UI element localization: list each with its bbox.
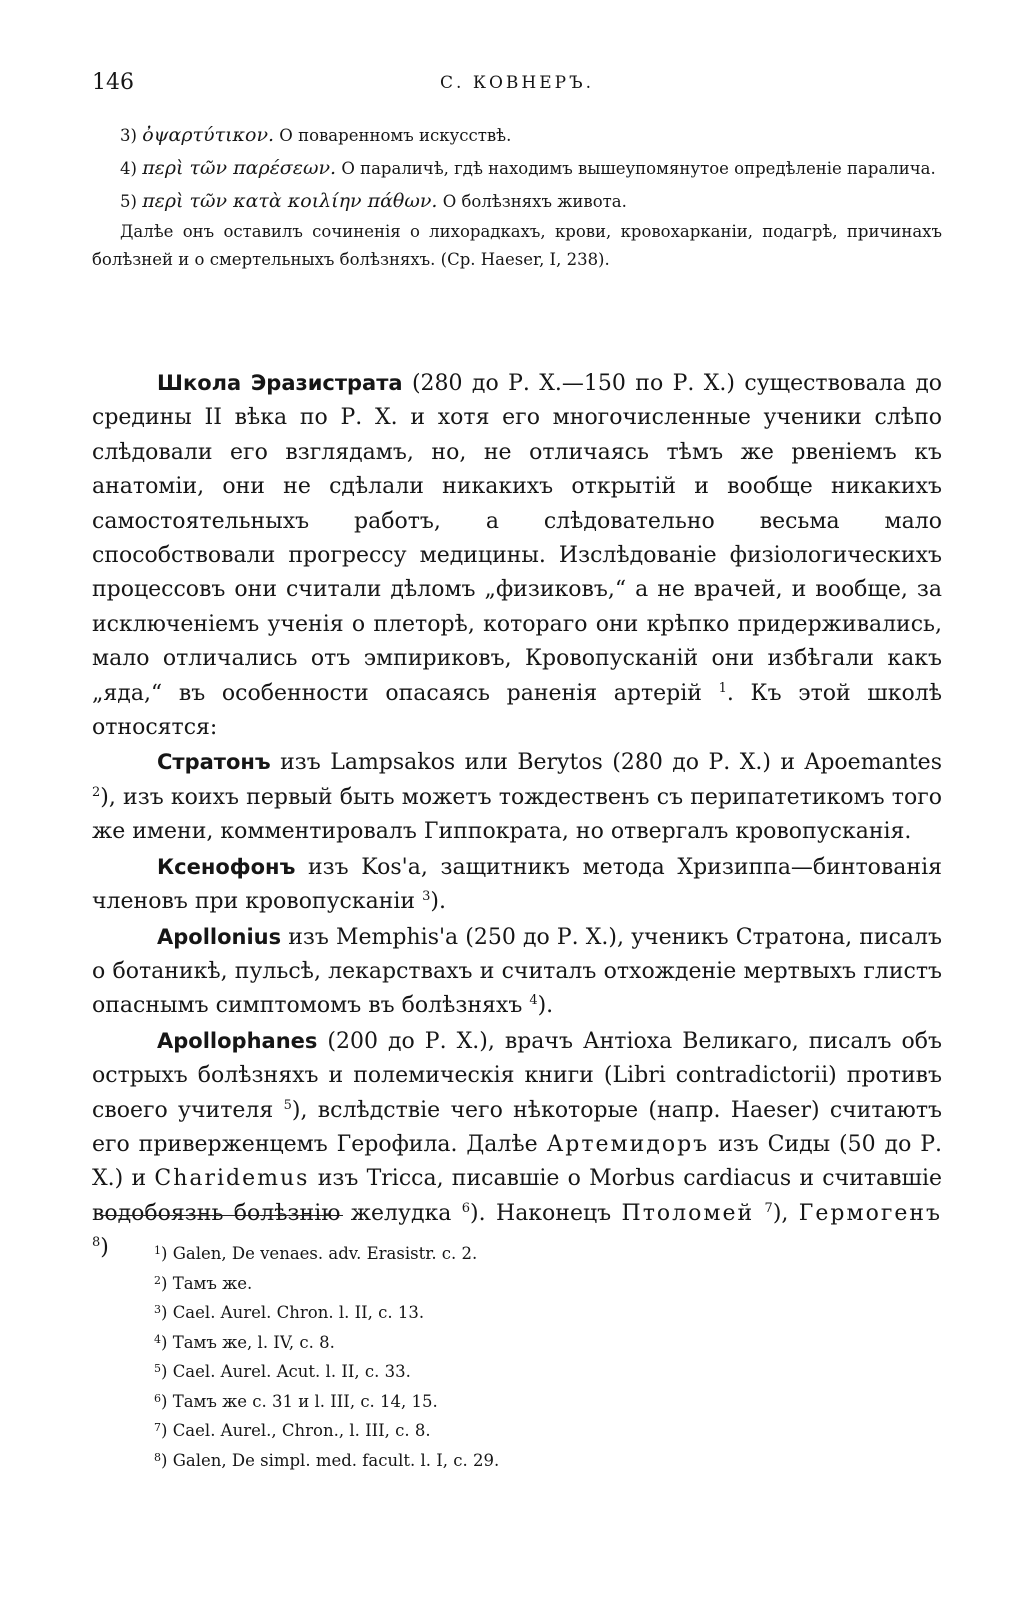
greek-title: περὶ τῶν παρέσεων. bbox=[142, 157, 337, 179]
page-number: 146 bbox=[92, 70, 134, 95]
person-name: Птоломей bbox=[621, 1200, 755, 1226]
person-name: Charidemus bbox=[154, 1166, 310, 1192]
footnote-separator bbox=[100, 1215, 343, 1216]
running-head: С. КОВНЕРЪ. bbox=[440, 73, 594, 93]
footnote: $^4$) Тамъ же, l. IV, c. 8. bbox=[154, 1332, 335, 1352]
person-name: Apollophanes bbox=[157, 1028, 318, 1053]
footnotes bbox=[154, 1239, 854, 1475]
footnote-ref: 6 bbox=[461, 1200, 471, 1216]
greek-title: περὶ τῶν κατὰ κοιλίην πάθων. bbox=[142, 190, 438, 212]
footnote-ref: 8 bbox=[92, 1235, 101, 1251]
list-item: 3) ὀψαρτύτικον. О поваренномъ искусствѣ. bbox=[120, 124, 512, 146]
paragraph-xenophon: Ксенофонъ изъ Kos'а, защитникъ метода Хризиппа—бинтованія членовъ при кровопусканіи $^3$). bbox=[92, 854, 942, 915]
section-heading: Школа Эразистрата bbox=[157, 371, 403, 395]
paragraph-erasistratus-school: Школа Эразистрата (280 до Р. X.—150 по Р. X.) существовала до средины II вѣка по Р. X. и хотя его многочисленные ученики слѣпо слѣдовали его взглядамъ, но, не отличаясь тѣмъ же рвеніемъ къ анатоміи, они не сдѣлали никакихъ открытій и вообще никакихъ самостоятельныхъ работъ, а слѣдовательно весьма мало способствовали прогрессу медицины. Изслѣдованіе физіологическихъ процессовъ они считали дѣломъ „физиковъ,“ а не врачей, и вообще, за исключеніемъ ученія о плеторѣ, котораго они крѣпко придерживались, мало отличались отъ эмпириковъ, Кровопусканій они избѣгали какъ „яда,“ въ особенности опасаясь раненія артерій $^1$. Къ этой школѣ относятся: bbox=[92, 371, 942, 741]
footnote: $^8$) Galen, De simpl. med. facult. l. I, c. 29. bbox=[154, 1450, 500, 1470]
list-item: 4) περὶ τῶν παρέσεων. О параличѣ, гдѣ находимъ вышеупомянутое опредѣленіе паралича. bbox=[120, 157, 936, 179]
page-header bbox=[92, 70, 942, 102]
footnote-ref: 3 bbox=[422, 889, 431, 905]
footnote: $^3$) Cael. Aurel. Chron. l. II, c. 13. bbox=[154, 1303, 425, 1322]
footnote: $^6$) Тамъ же с. 31 и l. III, c. 14, 15. bbox=[154, 1391, 438, 1411]
footnote-ref: 7 bbox=[764, 1200, 773, 1216]
person-name: Стратонъ bbox=[157, 750, 271, 775]
footnote: $^5$) Cael. Aurel. Acut. l. II, c. 33. bbox=[154, 1362, 411, 1381]
paragraph-straton: Стратонъ изъ Lampsakos или Berytos (280 до Р. X.) и Apoemantes $^2$), изъ коихъ первый быть можетъ тождественъ съ перипатетикомъ того же имени, комментировалъ Гиппократа, но отвергалъ кровопусканія. bbox=[92, 750, 942, 845]
footnote-ref: 2 bbox=[92, 784, 101, 800]
person-name: Ксенофонъ bbox=[157, 854, 296, 879]
footnote-ref: 5 bbox=[283, 1097, 292, 1113]
paragraph-apollonius: Apollonius изъ Memphis'а (250 до Р. X.), ученикъ Стратона, писалъ о ботаникѣ, пульсѣ, лекарствахъ и считалъ отхожденіе мертвыхъ глистъ опаснымъ симптомомъ въ болѣзняхъ $^4$). bbox=[92, 924, 942, 1019]
closing-paragraph: Далѣе онъ оставилъ сочиненія о лихорадкахъ, крови, кровохарканіи, подагрѣ, причинахъ болѣзней и о смертельныхъ болѣзняхъ. (Ср. Haeser, I, 238). bbox=[92, 222, 942, 269]
paragraph-apollophanes: Apollophanes (200 до Р. X.), врачъ Антіоха Великаго, писалъ объ острыхъ болѣзняхъ и полемическія книги (Libri contradictorii) противъ своего учителя $^5$), вслѣдствіе чего нѣкоторые (напр. Haeser) считаютъ его приверженцемъ Герофила. Далѣе Артемидоръ изъ Сиды (50 до Р. X.) и Charidemus изъ Tricca, писавшіе о Morbus cardiacus и считавшіе водобоязнь болѣзнію желудка $^6$). Наконецъ Птоломей $^7$), Гермогенъ $^8$) bbox=[92, 1028, 943, 1261]
list-item: 5) περὶ τῶν κατὰ κοιλίην πάθων. О болѣзняхъ живота. bbox=[120, 190, 627, 212]
person-name: Артемидоръ bbox=[546, 1131, 710, 1157]
person-name: Гермогенъ bbox=[798, 1200, 943, 1226]
footnote-ref: 4 bbox=[529, 993, 538, 1009]
footnote: $^2$) Тамъ же. bbox=[154, 1273, 253, 1293]
top-list bbox=[92, 121, 942, 274]
main-text bbox=[92, 366, 942, 1266]
greek-title: ὀψαρτύτικον. bbox=[142, 124, 275, 146]
footnote: $^7$) Cael. Aurel., Chron., l. III, c. 8. bbox=[154, 1421, 431, 1440]
person-name: Apollonius bbox=[157, 924, 282, 949]
footnote-ref: 1 bbox=[718, 680, 727, 696]
footnote: $^1$) Galen, De venaes. adv. Erasistr. c. 2. bbox=[154, 1244, 478, 1263]
